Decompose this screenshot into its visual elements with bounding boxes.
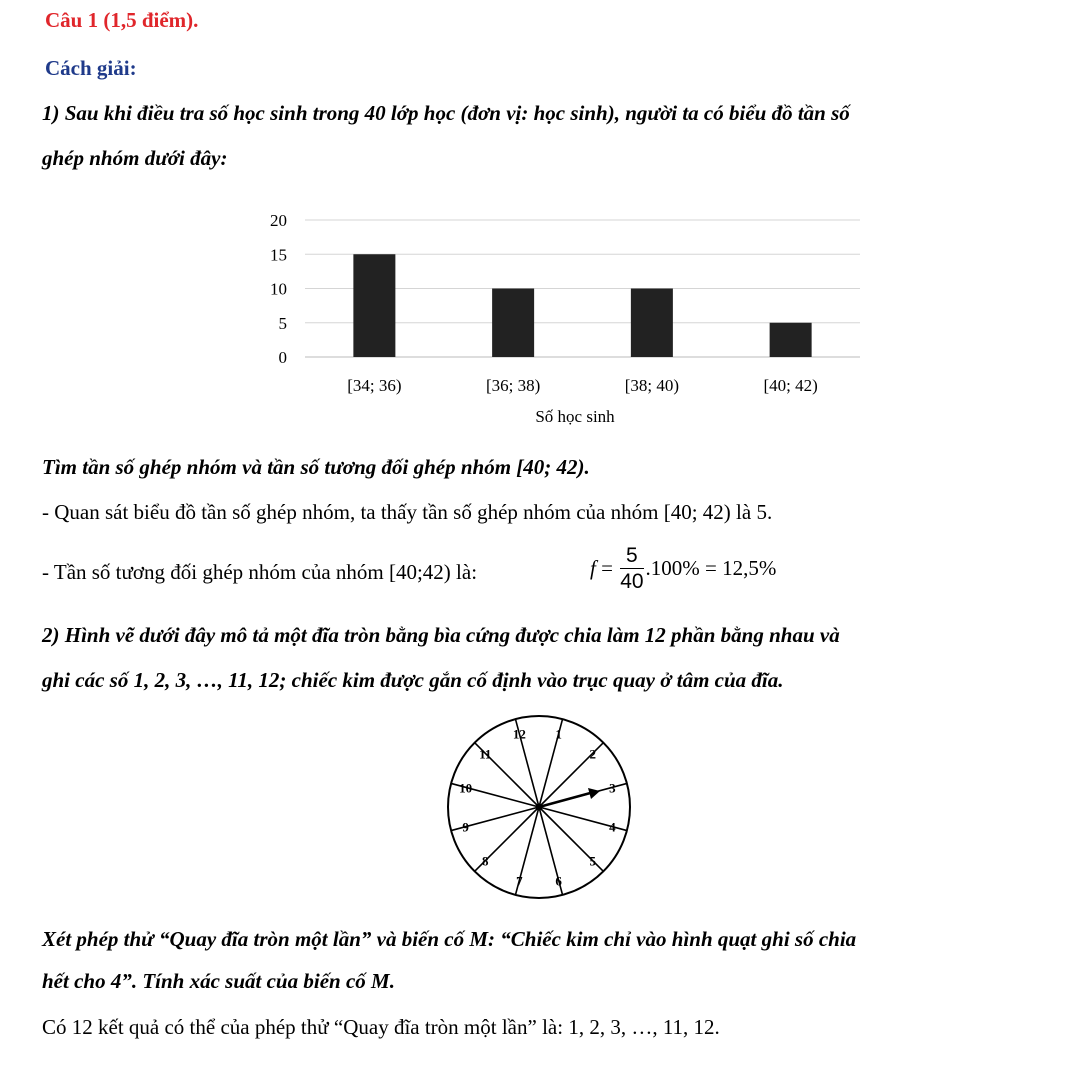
part2-intro-line2: ghi các số 1, 2, 3, …, 11, 12; chiếc kim được gắn cố định vào trục quay ở tâm của đĩa.	[42, 668, 784, 692]
spinner-wheel	[437, 710, 647, 910]
chart-y-tick-labels	[270, 211, 287, 367]
wheel-number-label: 12	[512, 726, 526, 742]
wheel-number-label: 2	[589, 746, 596, 762]
wheel-number-label: 3	[609, 780, 616, 796]
wheel-number-label: 5	[589, 853, 596, 869]
chart-bar	[770, 323, 812, 357]
chart-y-tick-label: 20	[270, 211, 287, 230]
formula-equals: =	[601, 556, 613, 580]
chart-bars	[353, 254, 811, 357]
chart-x-tick-label: [40; 42)	[763, 376, 818, 395]
chart-x-tick-labels	[347, 376, 818, 395]
part1-answer-frequency: - Quan sát biểu đồ tần số ghép nhóm, ta thấy tần số ghép nhóm của nhóm [40; 42) là 5.	[42, 500, 773, 524]
formula-denominator: 40	[620, 570, 644, 593]
chart-y-tick-label: 5	[278, 313, 287, 333]
formula-variable: f	[590, 556, 596, 580]
chart-bar	[492, 289, 534, 358]
part1-question: Tìm tần số ghép nhóm và tần số tương đối ghép nhóm [40; 42).	[42, 455, 590, 479]
wheel-hub	[536, 804, 543, 811]
part2-question-line2: hết cho 4”. Tính xác suất của biến cố M.	[42, 969, 395, 993]
wheel-number-label: 7	[516, 873, 523, 889]
part1-intro-line2: ghép nhóm dưới đây:	[42, 146, 228, 170]
formula-numerator: 5	[620, 545, 643, 569]
part2-answer-outcomes: Có 12 kết quả có thể của phép thử “Quay đĩa tròn một lần” là: 1, 2, 3, …, 11, 12.	[42, 1015, 720, 1039]
chart-x-tick-label: [34; 36)	[347, 376, 402, 395]
chart-bar	[631, 289, 673, 358]
wheel-number-label: 10	[459, 780, 473, 796]
chart-y-tick-label: 0	[278, 348, 287, 367]
part1-intro-line1: 1) Sau khi điều tra số học sinh trong 40 lớp học (đơn vị: học sinh), người ta có biểu đồ tần số	[42, 101, 850, 125]
wheel-number-label: 11	[479, 746, 492, 762]
chart-x-tick-label: [36; 38)	[485, 376, 541, 395]
chart-y-tick-label: 10	[270, 279, 287, 299]
question-heading: Câu 1 (1,5 điểm).	[45, 8, 199, 32]
chart-bar	[353, 254, 395, 357]
method-label: Cách giải:	[45, 56, 137, 80]
wheel-number-label: 9	[462, 819, 469, 835]
formula-fraction	[620, 545, 643, 592]
chart-x-axis-label: Số học sinh	[535, 407, 615, 426]
part1-answer2-prefix: - Tần số tương đối ghép nhóm của nhóm [40;42) là:	[42, 560, 478, 584]
wheel-number-label: 6	[555, 873, 562, 889]
wheel-number-label: 8	[482, 853, 489, 869]
chart-y-tick-label: 15	[270, 245, 287, 265]
relative-frequency-formula	[590, 545, 776, 592]
wheel-number-label: 4	[609, 819, 616, 835]
formula-tail: .100% = 12,5%	[645, 556, 777, 580]
frequency-bar-chart	[225, 195, 870, 435]
chart-x-tick-label: [38; 40)	[624, 376, 680, 395]
wheel-number-label: 1	[555, 726, 562, 742]
part2-intro-line1: 2) Hình vẽ dưới đây mô tả một đĩa tròn bằng bìa cứng được chia làm 12 phần bằng nhau và	[42, 623, 840, 647]
part2-question-line1: Xét phép thử “Quay đĩa tròn một lần” và biến cố M: “Chiếc kim chỉ vào hình quạt ghi số chia	[42, 927, 857, 951]
